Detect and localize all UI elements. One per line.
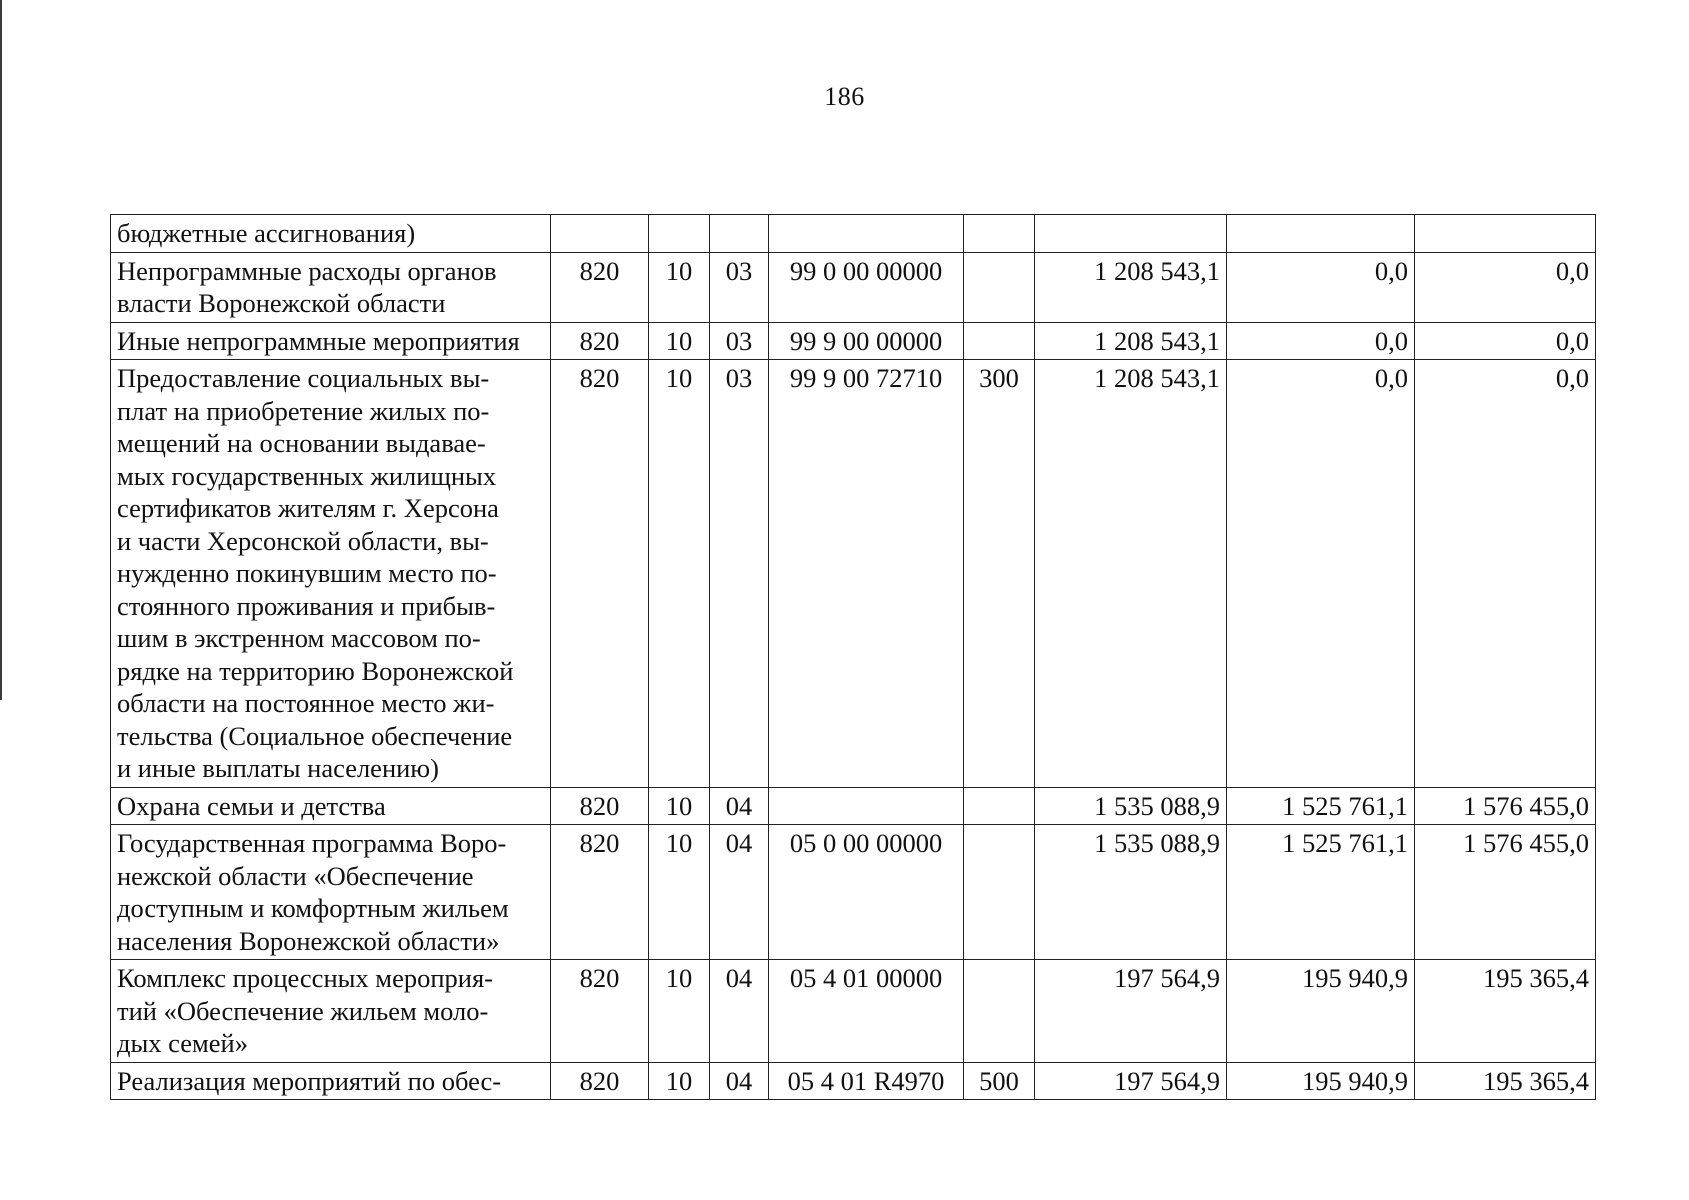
table-row	[111, 787, 1596, 825]
ministry-code: 820	[551, 252, 649, 322]
section-code: 10	[649, 322, 710, 360]
section-code: 10	[649, 825, 710, 960]
amount-year-3: 195 365,4	[1415, 960, 1596, 1063]
expense-type-code	[964, 322, 1035, 360]
target-article-code: 99 0 00 00000	[769, 252, 964, 322]
target-article-code: 05 4 01 R4970	[769, 1062, 964, 1100]
amount-year-2: 0,0	[1227, 322, 1415, 360]
amount-year-2: 1 525 761,1	[1227, 825, 1415, 960]
expense-type-code: 500	[964, 1062, 1035, 1100]
table-row	[111, 215, 1596, 253]
expense-type-code	[964, 960, 1035, 1063]
page-number: 186	[824, 82, 865, 111]
ministry-code: 820	[551, 322, 649, 360]
amount-year-2: 195 940,9	[1227, 960, 1415, 1063]
table-row	[111, 825, 1596, 960]
target-article-code	[769, 215, 964, 253]
row-name: Государственная программа Воро- нежской области «Обеспечение доступным и комфортным жильем населения Воронежской области»	[111, 825, 551, 960]
target-article-code	[769, 787, 964, 825]
ministry-code: 820	[551, 360, 649, 788]
subsection-code: 03	[710, 360, 769, 788]
amount-year-1	[1035, 215, 1227, 253]
amount-year-3: 1 576 455,0	[1415, 787, 1596, 825]
amount-year-1: 197 564,9	[1035, 1062, 1227, 1100]
section-code: 10	[649, 960, 710, 1063]
expense-type-code	[964, 787, 1035, 825]
section-code: 10	[649, 360, 710, 788]
expense-type-code	[964, 215, 1035, 253]
table-row	[111, 1062, 1596, 1100]
amount-year-3: 0,0	[1415, 360, 1596, 788]
amount-year-3	[1415, 215, 1596, 253]
amount-year-2: 195 940,9	[1227, 1062, 1415, 1100]
subsection-code: 04	[710, 787, 769, 825]
expense-type-code: 300	[964, 360, 1035, 788]
section-code	[649, 215, 710, 253]
amount-year-3: 0,0	[1415, 322, 1596, 360]
amount-year-2: 1 525 761,1	[1227, 787, 1415, 825]
target-article-code: 99 9 00 72710	[769, 360, 964, 788]
ministry-code: 820	[551, 787, 649, 825]
subsection-code: 03	[710, 322, 769, 360]
target-article-code: 05 4 01 00000	[769, 960, 964, 1063]
target-article-code: 99 9 00 00000	[769, 322, 964, 360]
row-name: бюджетные ассигнования)	[111, 215, 551, 253]
ministry-code: 820	[551, 1062, 649, 1100]
expense-type-code	[964, 825, 1035, 960]
section-code: 10	[649, 252, 710, 322]
subsection-code: 03	[710, 252, 769, 322]
row-name: Комплекс процессных мероприя- тий «Обеспечение жильем моло- дых семей»	[111, 960, 551, 1063]
amount-year-1: 1 208 543,1	[1035, 360, 1227, 788]
row-name: Предоставление социальных вы- плат на приобретение жилых по- мещений на основании выдавае- мых государственных жилищных сертификатов жителям г. Херсона и части Херсонской области, вы- нужденно покинувшим место по- стоянного проживания и прибыв- шим в экстренном массовом по- рядке на территорию Воронежской области на постоянное место жи- тельства (Социальное обеспечение и иные выплаты населению)	[111, 360, 551, 788]
amount-year-2	[1227, 215, 1415, 253]
subsection-code: 04	[710, 1062, 769, 1100]
row-name: Иные непрограммные мероприятия	[111, 322, 551, 360]
section-code: 10	[649, 1062, 710, 1100]
row-name: Непрограммные расходы органов власти Воронежской области	[111, 252, 551, 322]
amount-year-3: 195 365,4	[1415, 1062, 1596, 1100]
expense-type-code	[964, 252, 1035, 322]
table-row	[111, 252, 1596, 322]
amount-year-2: 0,0	[1227, 252, 1415, 322]
budget-table	[110, 214, 1596, 1100]
amount-year-1: 197 564,9	[1035, 960, 1227, 1063]
section-code: 10	[649, 787, 710, 825]
amount-year-1: 1 535 088,9	[1035, 787, 1227, 825]
row-name: Охрана семьи и детства	[111, 787, 551, 825]
amount-year-1: 1 535 088,9	[1035, 825, 1227, 960]
ministry-code	[551, 215, 649, 253]
target-article-code: 05 0 00 00000	[769, 825, 964, 960]
subsection-code: 04	[710, 825, 769, 960]
budget-table-body	[111, 215, 1596, 1100]
amount-year-3: 1 576 455,0	[1415, 825, 1596, 960]
table-row	[111, 960, 1596, 1063]
subsection-code: 04	[710, 960, 769, 1063]
table-row	[111, 360, 1596, 788]
subsection-code	[710, 215, 769, 253]
table-row	[111, 322, 1596, 360]
ministry-code: 820	[551, 825, 649, 960]
row-name: Реализация мероприятий по обес-	[111, 1062, 551, 1100]
ministry-code: 820	[551, 960, 649, 1063]
amount-year-1: 1 208 543,1	[1035, 322, 1227, 360]
amount-year-2: 0,0	[1227, 360, 1415, 788]
amount-year-1: 1 208 543,1	[1035, 252, 1227, 322]
amount-year-3: 0,0	[1415, 252, 1596, 322]
